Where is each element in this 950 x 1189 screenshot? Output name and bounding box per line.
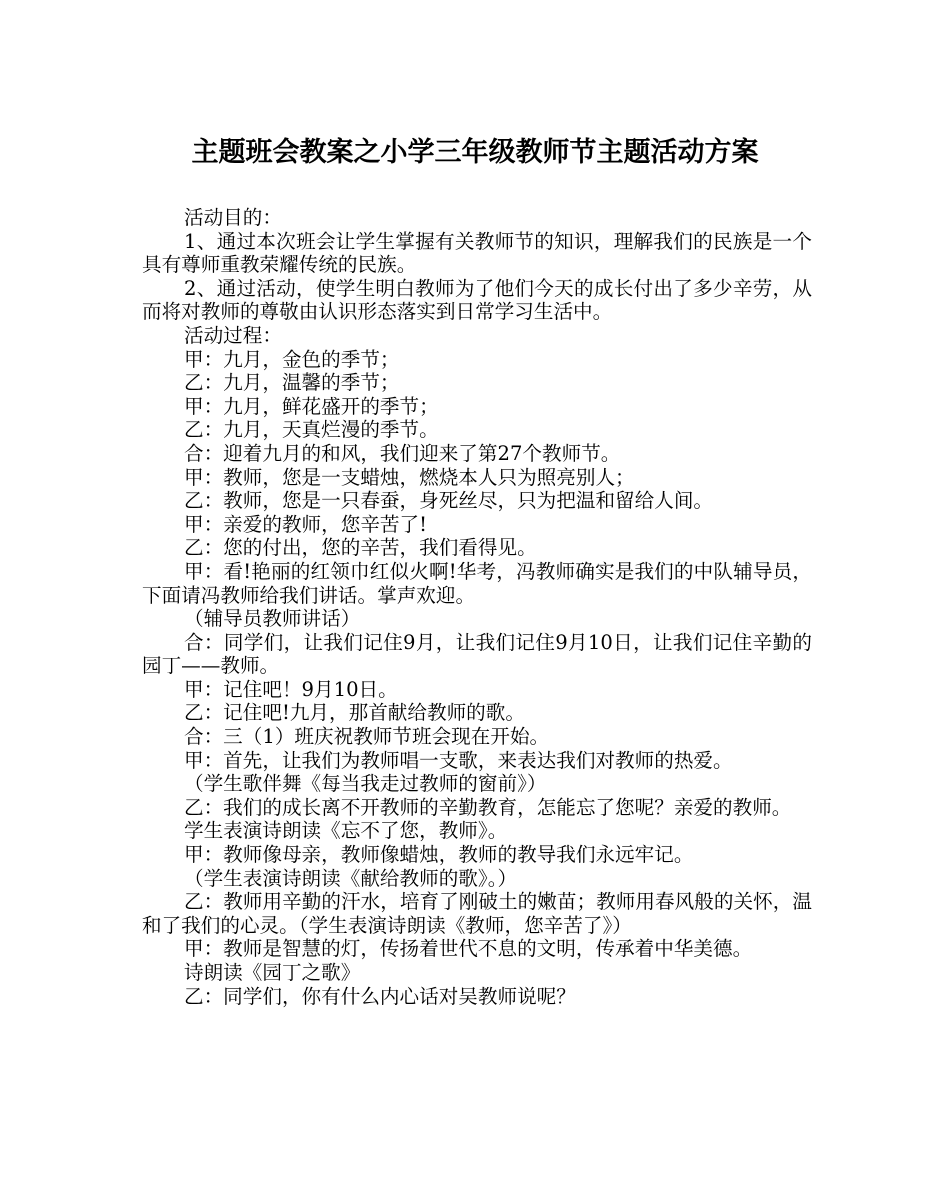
paragraph: （学生表演诗朗读《献给教师的歌》。） <box>184 866 518 890</box>
paragraph: 合：迎着九月的和风，我们迎来了第27个教师节。 <box>184 441 621 465</box>
document-body <box>142 206 812 1008</box>
paragraph: 2、通过活动，使学生明白教师为了他们今天的成长付出了多少辛劳，从而将对教师的尊敬由认识形态落实到日常学习生活中。 <box>142 276 812 324</box>
paragraph: 乙：同学们，你有什么内心话对吴教师说呢？ <box>184 984 576 1008</box>
paragraph: 甲：亲爱的教师，您辛苦了! <box>184 512 427 536</box>
paragraph: 1、通过本次班会让学生掌握有关教师节的知识，理解我们的民族是一个具有尊师重教荣耀传统的民族。 <box>142 229 812 277</box>
paragraph: 甲：九月，鲜花盛开的季节； <box>184 394 439 418</box>
paragraph: （学生歌伴舞《每当我走过教师的窗前》） <box>184 772 547 796</box>
paragraph: 活动目的： <box>184 206 282 229</box>
paragraph: 甲：首先，让我们为教师唱一支歌，来表达我们对教师的热爱。 <box>184 748 733 772</box>
paragraph: 诗朗读《园丁之歌》 <box>184 961 361 984</box>
paragraph: 活动过程： <box>184 323 282 347</box>
document-title: 主题班会教案之小学三年级教师节主题活动方案 <box>191 137 759 168</box>
paragraph: （辅导员教师讲话） <box>184 607 361 631</box>
paragraph: 甲：看!艳丽的红领巾红似火啊!华考，冯教师确实是我们的中队辅导员，下面请冯教师给我们讲话。掌声欢迎。 <box>142 559 812 607</box>
paragraph: 乙：九月，天真烂漫的季节。 <box>184 418 439 442</box>
paragraph: 学生表演诗朗读《忘不了您，教师》。 <box>184 819 508 843</box>
paragraph: 合：三（1）班庆祝教师节班会现在开始。 <box>184 725 550 749</box>
paragraph: 甲：教师，您是一支蜡烛，燃烧本人只为照亮别人； <box>184 465 635 489</box>
paragraph: 甲：教师是智慧的灯，传扬着世代不息的文明，传承着中华美德。 <box>184 937 753 961</box>
paragraph: 乙：您的付出，您的辛苦，我们看得见。 <box>184 536 537 560</box>
paragraph: 乙：我们的成长离不开教师的辛勤教育，怎能忘了您呢？亲爱的教师。 <box>184 795 792 819</box>
paragraph: 甲：九月，金色的季节； <box>184 347 400 371</box>
paragraph: 甲：教师像母亲，教师像蜡烛，教师的教导我们永远牢记。 <box>184 843 694 867</box>
paragraph: 乙：九月，温馨的季节； <box>184 371 400 395</box>
paragraph: 甲：记住吧！9月10日。 <box>184 677 398 701</box>
paragraph: 乙：教师，您是一只春蚕，身死丝尽，只为把温和留给人间。 <box>184 489 714 513</box>
paragraph: 合：同学们，让我们记住9月，让我们记住9月10日，让我们记住辛勤的园丁——教师。 <box>142 630 812 678</box>
paragraph: 乙：教师用辛勤的汗水，培育了刚破土的嫩苗；教师用春风般的关怀，温和了我们的心灵。（学生表演诗朗读《教师，您辛苦了》） <box>142 890 812 937</box>
paragraph: 乙：记住吧!九月，那首献给教师的歌。 <box>184 701 525 725</box>
